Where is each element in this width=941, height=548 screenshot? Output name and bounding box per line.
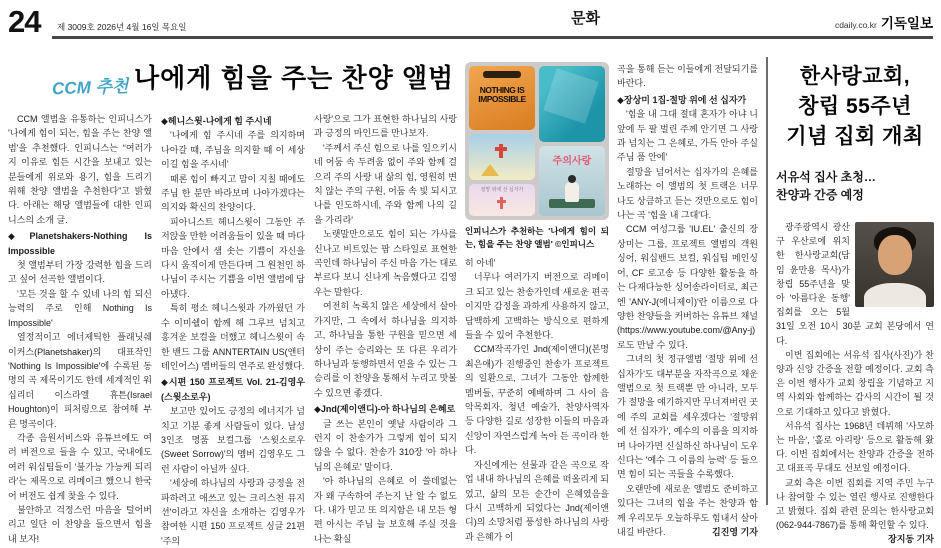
body-paragraph: 피아니스트 헤니스윗이 그동안 주저앉을 만한 어려움들이 있을 때 마다 마음 안에서 샘 솟는 기쁨이 자신을 다시 움직이게 만든다며 그 원천인 하나님이 주시는 기쁨을 이번 앨범에 담아냈다. (161, 216, 305, 299)
body-paragraph: 서유석 집사는 1968년 데뷔해 '사모하는 마음', '홀로 아리랑' 등으로 활동해 왔다. 이번 집회에서는 찬양과 간증을 전하고 대표곡 무대도 선보일 예정이다. (776, 420, 934, 474)
main-article-column-4 (465, 62, 609, 544)
side-title-line: 창립 55주년 (798, 95, 912, 118)
reporter-byline: 김진영 기자 (712, 527, 758, 537)
body-paragraph: 글 쓰는 본인이 옛날 사람이라 그런지 이 찬송가가 그렇게 힘이 되지 않을 수 없다. 찬송가 310장 '아 하나님의 은혜로' 말이다. (314, 418, 457, 472)
body-paragraph: 노랫말만으로도 힘이 되는 가사를 신나고 비트있는 팝 스타일로 표현한 곡인데 하나님이 주신 마음 가는 대로 부르다 보니 신나게 녹음했다고 김영우는 말한다. (314, 229, 457, 297)
body-paragraph: 여전히 녹록치 않은 세상에서 살아가지만, 그 속에서 하나님을 의지하고, 하나님을 통한 구원을 믿으면 세상이 주는 승리와는 또 다른 우리가 하나님과 동행하면서 얻을 수 있는 그 승리를 이 찬양을 통해서 누리고 맛볼 수 있으면 좋겠다. (314, 301, 457, 398)
teal-sheet-shape (543, 68, 598, 123)
body-paragraph: CCM 앨범을 유통하는 인피니스가 '나에게 힘이 되는, 힘을 주는 찬양 앨범'을 추천했다. 인피니스는 “여러가지 이유로 힘든 시간을 보내고 있는 분들에게 위로와 용기, 힘을 드리기 위해 찬양 앨범을 추천한다”고 밝혔다. 아래는 해당 앨범들에 대한 인피니스의 소개 글. (8, 114, 152, 225)
side-article-body (776, 220, 934, 545)
portrait-shirt (864, 283, 926, 307)
side-subtitle-line: 서유석 집사 초청… (776, 170, 876, 184)
article-kicker: CCM 추천 (51, 76, 129, 99)
album-cover-teal (539, 66, 605, 142)
main-article-column-3 (314, 112, 457, 546)
site-url: cdaily.co.kr (834, 20, 877, 30)
album-badge (483, 71, 521, 78)
section-heading: ◆Planetshakers-Nothing Is Impossible (8, 231, 152, 256)
body-paragraph: 불안하고 걱정스런 마음을 털어버리고 일단 이 찬양을 들으면서 힘을 내 보자! (8, 504, 152, 544)
seated-person-shape (565, 182, 579, 202)
body-paragraph: '세상에 하나님의 사랑과 긍정을 전파하려고 애쓰고 있는 크리스천 뮤지션'이라고 자신을 소개하는 김영우가 참여한 시편 150 프로젝트 싱글 21편 '주의 (161, 478, 305, 546)
section-heading: ◆헤니스윗-나에게 힘 주시네 (161, 116, 272, 126)
album-cover-cross (469, 184, 535, 216)
body-paragraph: '힘을 내 그대 절대 혼자가 아냐 니 앞에 두 팔 벌린 주께 안기면 그 사랑과 넘치는 그 은혜로, 가득 안아 주실 주님 품 안에' (617, 109, 758, 163)
section-heading: ◆장상미 1집-절망 위에 선 십자가 (617, 94, 747, 105)
body-paragraph: 교회 측은 이번 집회를 지역 주민 누구나 참여할 수 있는 열린 행사로 진행한다고 밝혔다. 집회 관련 문의는 한사랑교회(062-944-7867)를 통해 확인할 수 있다. 장지동 기자 (776, 476, 934, 533)
vertical-divider (766, 57, 768, 505)
body-paragraph: 때론 힘이 빠지고 맘이 지칠 때에도 주님 한 분만 바라보며 나아가겠다는 의지와 확신의 찬양이다. (161, 173, 305, 213)
body-paragraph: 너무나 여러가지 버전으로 리메이크 되고 있는 찬송가인데 새로운 편곡이지만 감정을 과하게 사용하지 않고, 담백하게 고백하는 방식으로 편하게 들을 수 있어 추천한다. (465, 272, 609, 341)
body-paragraph: CCM 여성그룹 'IU.EL' 출신의 장상미는 그룹, 프로젝트 앨범의 객원싱어, 워십밴드 보컬, 워십팀 메인싱어, CF 로고송 등 다양한 활동을 하는 다재다능한 싱어송라이터로, 최근엔 'ANY-J(에니제이)'란 이름으로 다양한 찬양들을 커버하는 유튜브 채널(https://www.youtube.com/@Any-j)로도 만날 수 있다. (617, 224, 758, 350)
side-subtitle-line: 찬양과 간증 예정 (776, 188, 864, 202)
album-cover-juui-sarang (539, 146, 605, 216)
side-title-line: 한사랑교회, (799, 65, 911, 88)
main-article-column-4-text (465, 256, 609, 544)
reporter-byline: 장지동 기자 (888, 534, 934, 545)
body-paragraph: 광주광역시 광산구 우산로에 위치한 한사랑교회(담임 윤만용 목사)가 창립 55주년을 맞아 '아름다운 동행' 집회를 오는 5월 31일 오전 10시 30분 교회 본당에서 연다. (776, 222, 934, 346)
side-article-subtitle (776, 168, 934, 204)
cross-icon (499, 144, 503, 158)
body-paragraph: '아 하나님의 은혜로 이 쓸데없는 자 왜 구속하여 주는지 난 알 수 없도다. 내가 믿고 또 의지함은 내 모든 형편 아시는 주님 늘 보호해 주실 것을 나는 확실 (314, 476, 457, 544)
main-article-column-2 (161, 112, 305, 548)
body-paragraph: 오랜만에 새로운 앨범도 준비하고 있다는 그녀의 힘을 주는 찬양과 함께 우리모두 오늘하루도 힘내서 살아내길 바란다. 김진영 기자 (617, 482, 758, 540)
body-paragraph: 보고만 있어도 긍정의 에너지가 넘치고 기분 좋게 사람들이 있다. 남성 3인조 명품 보컬그룹 '스윗소로우(Sweet Sorrow)'의 멤버 김영우도 그런 사람이 아닐까 싶다. (161, 406, 305, 474)
section-heading: ◆Jnd(제이앤디)-아 하나님의 은혜로 (314, 404, 456, 415)
photo-caption: 인피니스가 추천하는 '나에게 힘이 되는, 힘을 주는 찬양 앨범' ©인피니스 (465, 226, 609, 249)
album-cover-nothing-is-impossible (469, 66, 535, 130)
section-heading: ◆시편 150 프로젝트 Vol. 21-김영우(스윗소로우) (161, 377, 305, 402)
body-paragraph: 첫 앨범부터 가장 강력한 힘을 드리고 싶어 선곡한 앨범이다. (8, 260, 152, 285)
masthead-rule (52, 36, 933, 39)
album-cover-title: 주의사랑 (552, 156, 592, 167)
main-article-title: 나에게 힘을 주는 찬양 앨범 (134, 63, 455, 93)
portrait-photo (855, 222, 934, 307)
album-cover-illustration (469, 134, 535, 180)
body-paragraph: 이번 집회에는 서유석 집사(사진)가 찬양과 신앙 간증을 전할 예정이다. 교회 측은 이번 행사가 교회 창립을 기념하고 지역 사회와 함께하는 감사의 시간이 될 것으로 기대하고 있다고 밝혔다. (776, 349, 934, 417)
body-paragraph: '나에게 힘 주시네 주를 의지하며 나아갈 때, 주님을 의지할 때 이 세상 이길 힘을 주시네' (161, 130, 305, 170)
house-shape (481, 164, 499, 176)
issue-date-info: 제 3009호 2026년 4월 16일 목요일 (57, 22, 187, 32)
body-paragraph: 절망을 넘어서는 십자가의 은혜를 노래하는 이 앨범의 첫 트랙은 너무나도 상큼하고 듣는 것만으로도 힘이 나는 곡 '힘을 내 그대'다. (617, 166, 758, 221)
body-paragraph: 각종 음원서비스와 유튜브에도 여러 버전으로 들을 수 있고, 국내에도 여러 워십팀들이 '불가능 가능케 되리라'는 제목으로 리메이크 했으니 한국어 버전도 쉽게 찾을 수 있다. (8, 432, 152, 501)
section-title: 문화 (571, 10, 600, 27)
body-paragraph: 그녀의 첫 정규앨범 '절망 위에 선 십자가'도 대부분을 자작곡으로 채운 앨범으로 첫 트랙뿐 만 아니라, 모두가 절망을 얘기하지만 무너져버린 곳에 주의 교회를 세우겠다는 '절망위에 선 십자가', 예수의 이름을 의지하며 나아가면 신실하신 하나님이 도우신다는 '예수 그 이름의 능력' 등 들으면 힘이 되는 곡들을 수록했다. (617, 354, 758, 480)
body-paragraph: 히 아네' (465, 258, 496, 268)
album-collage-photo (465, 62, 609, 220)
newspaper-name: 기독일보 (880, 16, 933, 31)
main-article-column-1 (8, 112, 152, 546)
main-article-column-5 (617, 62, 758, 539)
side-article (776, 62, 934, 547)
album-cover-title: NOTHING IS IMPOSSIBLE (478, 85, 526, 104)
album-cover-title: 절망 위에 선 십자가 (480, 187, 524, 193)
portrait-face (878, 235, 912, 275)
body-paragraph: '주께서 주신 힘으로 나를 일으키시네 어둠 속 두려움 없이 주와 함께 걸으리 주의 사랑 내 삶의 힘, 영원히 변치 않는 주의 구원, 어둠 속 빛 되시고 나를 인도하시네, 주와 함께 나의 길을 가리라' (314, 142, 457, 225)
side-title-line: 기념 집회 개최 (786, 125, 924, 148)
page-number: 24 (8, 4, 41, 39)
masthead-brand (835, 12, 933, 32)
body-paragraph: CCM작곡가인 Jnd(제이앤디)(본명 최은애)가 진행중인 찬송가 프로젝트의 일환으로, 그녀가 그동안 함께한 멤버들, 꾸준히 예배하며 그 사이 음악목회자, 청년 예술가, 찬양사역자 등 다양한 길로 성장한 이들의 마음과 신앙이 자연스럽게 녹아 든 곡이라 한다. (465, 344, 609, 456)
body-paragraph: 곡을 통해 듣는 이들에게 전달되기를 바란다. (617, 64, 758, 89)
body-paragraph: 사랑'으로 그가 표현한 하나님의 사랑과 긍정의 마인드를 만나보자. (314, 114, 457, 139)
body-paragraph: '모든 것을 할 수 있네 나의 힘 되신 능력의 주로 인해 Nothing Is Impossible' (8, 288, 152, 328)
body-paragraph: 특히 평소 헤니스윗과 가까웠던 가수 이미쉘이 함께 해 그루브 넘치고 흥겨운 보컬을 더했고 헤니스윗이 속한 밴드 그룹 ANNTERTAIN US(앤터테인어스) 멤버들의 연주로 완성했다. (161, 303, 305, 371)
body-paragraph: 자신에게는 선물과 같은 곡으로 작업 내내 하나님의 은혜를 떠올리게 되었고, 삶의 모든 순간이 은혜였음을 다시 고백하게 되었다는 Jnd(제이앤디)의 소망처럼 풍성한 하나님의 사랑과 은혜가 이 (465, 459, 609, 542)
side-article-title (776, 62, 934, 152)
cross-icon (500, 197, 503, 209)
body-paragraph: 열정적이고 에너제틱한 플래닛쉐이커스(Planetshaker)의 대표작인 'Nothing Is Impossible'에 수록된 동명의 곡 제목이기도 한데 세계적인 워십리더 이스라엘 휴튼(Israel Houghton)이 피처링으로 참여해 부른 명곡이다. (8, 332, 152, 429)
